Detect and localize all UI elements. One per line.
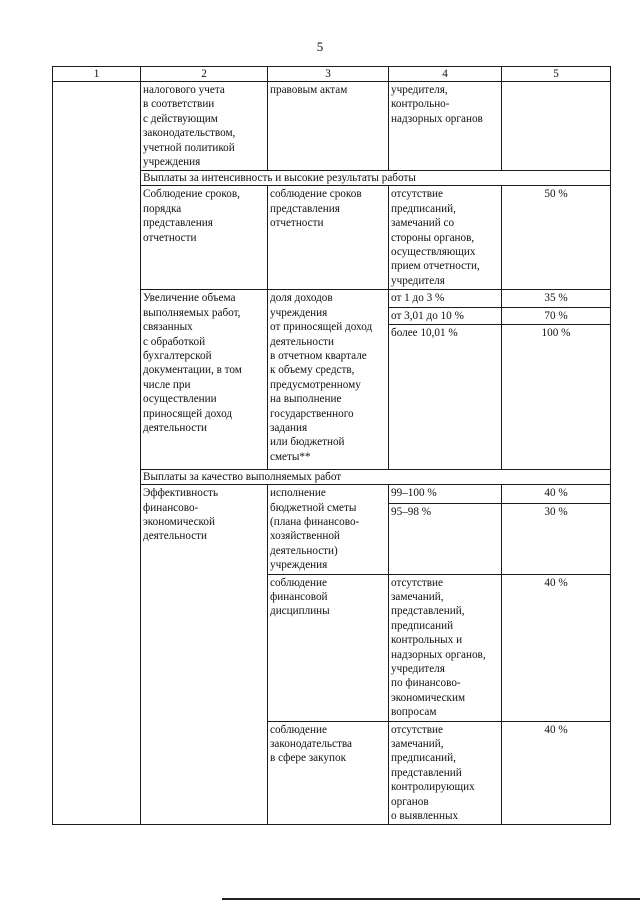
row-a-col2: Соблюдение сроков, порядка представления отчетности [141, 186, 268, 290]
row-b-pct-1: 35 % [502, 290, 611, 307]
row-d-col4: отсутствие замечаний, представлений, предписаний контрольных и надзорных органов, учредителя по финансово- экономическим вопросам [389, 574, 502, 721]
row-d-col3: соблюдение финансовой дисциплины [268, 574, 389, 721]
row-c-cond-1: 99–100 % [389, 485, 502, 503]
row-c-pct-1: 40 % [502, 485, 611, 503]
table-row [53, 82, 611, 171]
row-b-col3: доля доходов учреждения от приносящей доход деятельности в отчетном квартале к объему средств, предусмотренному на выполнение государственного задания или бюджетной сметы** [268, 290, 389, 470]
row-c-col2: Эффективность финансово- экономической деятельности [141, 485, 268, 825]
cont-col2: налогового учета в соответствии с действующим законодательством, учетной политикой учреждения [141, 82, 268, 171]
row-d-col5: 40 % [502, 574, 611, 721]
bottom-rule [222, 898, 640, 900]
row-a-col4: отсутствие предписаний, замечаний со стороны органов, осуществляющих прием отчетности, учредителя [389, 186, 502, 290]
row-e-col5: 40 % [502, 721, 611, 825]
row-c-cond-2: 95–98 % [389, 503, 502, 574]
cont-col5 [502, 82, 611, 171]
row-b-pct-2: 70 % [502, 307, 611, 324]
row-b-cond-1: от 1 до 3 % [389, 290, 502, 307]
column-1-empty [53, 82, 141, 825]
table-header-row [53, 67, 611, 82]
section-title-quality: Выплаты за качество выполняемых работ [141, 470, 611, 485]
row-b-cond-2: от 3,01 до 10 % [389, 307, 502, 324]
criteria-table [52, 66, 611, 825]
row-c-pct-2: 30 % [502, 503, 611, 574]
page-number: 5 [316, 39, 324, 54]
header-col-3: 3 [268, 67, 389, 82]
row-a-col5: 50 % [502, 186, 611, 290]
row-b-col2: Увеличение объема выполняемых работ, связанных с обработкой бухгалтерской документации, в том числе при осуществлении приносящей доход деятельности [141, 290, 268, 470]
cont-col3: правовым актам [268, 82, 389, 171]
row-b-cond-3: более 10,01 % [389, 325, 502, 470]
row-a-col3: соблюдение сроков представления отчетности [268, 186, 389, 290]
row-e-col4: отсутствие замечаний, предписаний, представлений контролирующих органов о выявленных [389, 721, 502, 825]
row-b-pct-3: 100 % [502, 325, 611, 470]
header-col-2: 2 [141, 67, 268, 82]
header-col-1: 1 [53, 67, 141, 82]
row-e-col3: соблюдение законодательства в сфере закупок [268, 721, 389, 825]
row-c-col3: исполнение бюджетной сметы (плана финансово- хозяйственной деятельности) учреждения [268, 485, 389, 574]
header-col-5: 5 [502, 67, 611, 82]
header-col-4: 4 [389, 67, 502, 82]
cont-col4: учредителя, контрольно- надзорных органов [389, 82, 502, 171]
section-title-intensity: Выплаты за интенсивность и высокие результаты работы [141, 171, 611, 186]
